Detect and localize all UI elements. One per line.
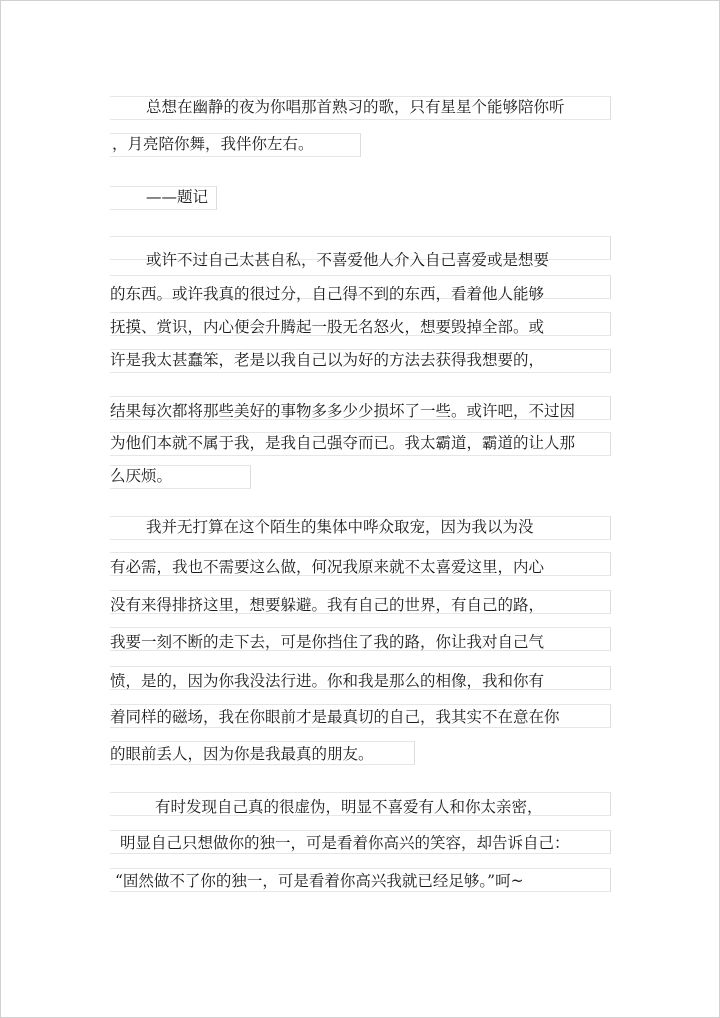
paragraph-3-line-3: “固然做不了你的独一，可是看着你高兴我就已经足够。”呵~ (115, 872, 524, 890)
paragraph-2-line-6: 着同样的磁场，我在你眼前才是最真切的自己，我其实不在意在你 (110, 708, 560, 726)
paragraph-1-line-5: 结果每次都将那些美好的事物多多少少损坏了一些。或许吧，不过因 (110, 402, 576, 420)
paragraph-1-line-4: 许是我太甚蠢笨，老是以我自己以为好的方法去获得我想要的， (110, 351, 545, 369)
paragraph-2-line-4: 我要一刻不断的走下去，可是你挡住了我的路，你让我对自己气 (110, 633, 545, 651)
paragraph-3-line-2: 明显自己只想做你的独一，可是看着你高兴的笑容，却告诉自己： (120, 834, 570, 852)
paragraph-1-line-3: 抚摸、赏识，内心便会升腾起一股无名怒火，想要毁掉全部。或 (110, 318, 545, 336)
paragraph-2-line-7: 的眼前丢人，因为你是我最真的朋友。 (110, 745, 374, 763)
epigraph-line-1: 总想在幽静的夜为你唱那首熟习的歌，只有星星个能够陪你听 (146, 98, 565, 116)
epigraph-attribution: ——题记 (146, 188, 209, 206)
paragraph-2-line-1: 我并无打算在这个陌生的集体中哗众取宠，因为我以为没 (146, 518, 534, 536)
paragraph-1-line-2: 的东西。或许我真的很过分，自己得不到的东西，看着他人能够 (110, 285, 545, 303)
paragraph-1-line-1: 或许不过自己太甚自私，不喜爱他人介入自己喜爱或是想要 (146, 251, 550, 269)
epigraph-line-2: ，月亮陪你舞，我伴你左右。 (112, 135, 314, 153)
paragraph-2-line-2: 有必需，我也不需要这么做，何况我原来就不太喜爱这里，内心 (110, 558, 545, 576)
paragraph-3-line-1: 有时发现自己真的很虚伪，明显不喜爱有人和你太亲密， (155, 798, 543, 816)
paragraph-2-line-3: 没有来得排挤这里，想要躲避。我有自己的世界，有自己的路， (110, 596, 545, 614)
paragraph-1-line-6: 为他们本就不属于我，是我自己强夺而已。我太霸道，霸道的让人那 (110, 434, 576, 452)
paragraph-2-line-5: 愤，是的，因为你我没法行进。你和我是那么的相像，我和你有 (110, 672, 545, 690)
paragraph-1-line-7: 么厌烦。 (110, 467, 173, 485)
